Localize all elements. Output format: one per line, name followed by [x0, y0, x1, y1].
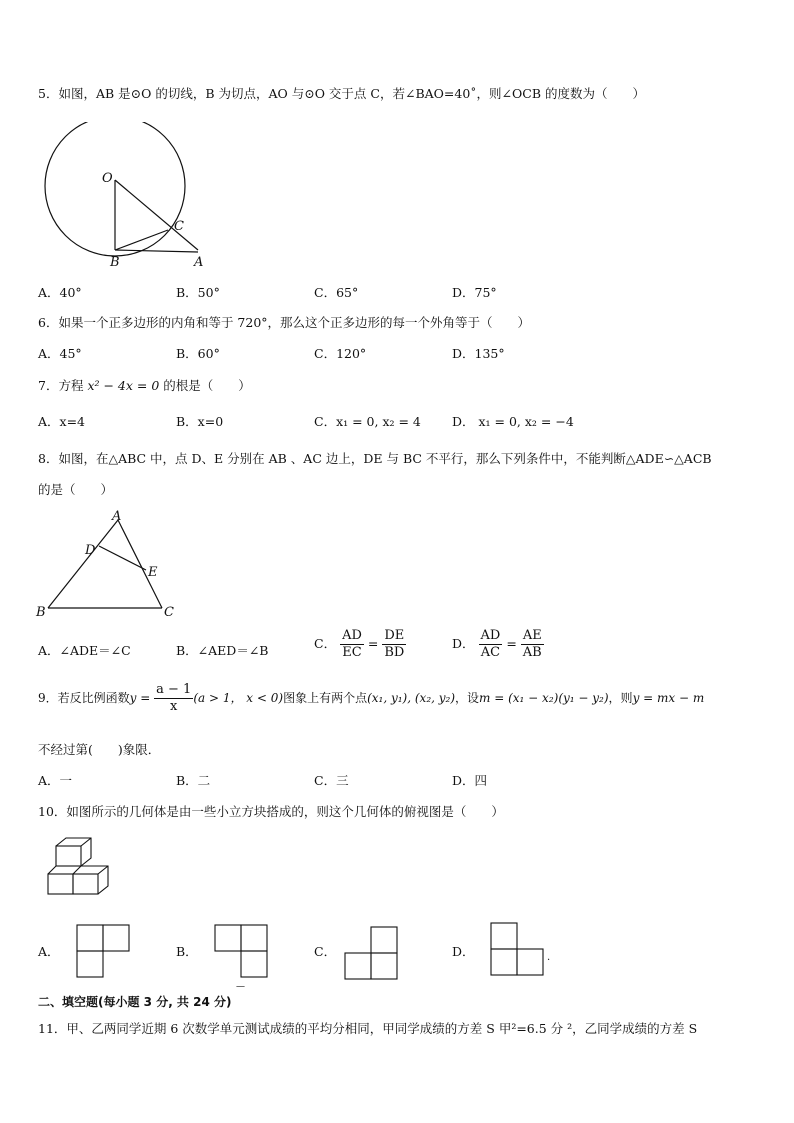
- cell: [215, 925, 241, 951]
- q9-condition: (a > 1， x < 0): [193, 691, 284, 705]
- cell: [241, 925, 267, 951]
- label-d: D: [85, 543, 96, 558]
- q5-option-b[interactable]: B．50°: [176, 285, 220, 300]
- q8-option-b[interactable]: B．∠AED＝∠B: [176, 643, 269, 658]
- label-b: B: [36, 605, 46, 620]
- q9-option-d[interactable]: D．四: [452, 773, 488, 788]
- q9-prefix: 9．若反比例函数: [38, 691, 130, 705]
- q9-mid: 图象上有两个点: [283, 691, 368, 705]
- question-8-stem-line1: 8．如图，在△ABC 中，点 D、E 分别在 AB 、AC 边上，DE 与 BC 不平行，那么下列条件中，不能判断△ADE∽△ACB: [38, 451, 712, 466]
- cell: [77, 951, 103, 977]
- overline-mark: —: [236, 982, 245, 992]
- q9-option-a[interactable]: A．一: [38, 773, 73, 788]
- q6-option-b[interactable]: B．60°: [176, 346, 220, 361]
- q9-option-c[interactable]: C．三: [314, 773, 349, 788]
- q9-mid3: ，则: [608, 691, 633, 705]
- q7-equation: x² − 4x = 0: [87, 378, 160, 393]
- q10-option-b-figure[interactable]: [214, 924, 268, 978]
- cell: [103, 925, 129, 951]
- label-e: E: [148, 565, 158, 580]
- q9-fraction: $\frac{a - 1}{x}$: [156, 682, 192, 714]
- bottom-row-top-edges: [48, 866, 108, 894]
- question-7-stem: [38, 376, 251, 394]
- label-o: O: [102, 171, 113, 186]
- q7-option-c[interactable]: C．x₁ = 0, x₂ = 4: [314, 414, 421, 429]
- q8-option-d[interactable]: [452, 628, 544, 661]
- fraction-ad-ec: $\frac{AD}{EC}$: [342, 628, 362, 660]
- bottom-cube-edge: [73, 866, 81, 874]
- cell: [491, 949, 517, 975]
- circle-tangent-figure: [40, 122, 210, 272]
- q9-mid2: ，设: [455, 691, 480, 705]
- q10-option-b[interactable]: B．: [176, 944, 198, 959]
- label-a: A: [112, 509, 122, 524]
- label-a: A: [194, 255, 204, 270]
- cell: [241, 951, 267, 977]
- q10-option-c-figure[interactable]: [344, 926, 398, 980]
- equals-sign: =: [506, 636, 517, 651]
- q8-option-d-label: D．: [452, 636, 475, 651]
- trailing-mark: .: [547, 952, 551, 963]
- segment-ba: [115, 250, 198, 252]
- question-10-stem: 10．如图所示的几何体是由一些小立方块搭成的，则这个几何体的俯视图是（ ）: [38, 804, 504, 819]
- question-6-stem: 6．如果一个正多边形的内角和等于 720°，那么这个正多边形的每一个外角等于（ ）: [38, 315, 531, 330]
- cell: [371, 953, 397, 979]
- q5-option-d[interactable]: D．75°: [452, 285, 497, 300]
- q10-option-a[interactable]: A．: [38, 944, 60, 959]
- fraction-ae-ab: $\frac{AE}{AB}$: [522, 628, 542, 660]
- q6-option-c[interactable]: C．120°: [314, 346, 367, 361]
- cell: [491, 923, 517, 949]
- q10-option-d-figure[interactable]: [490, 922, 544, 976]
- q7-option-a[interactable]: A．x=4: [38, 414, 86, 429]
- side-ab: [48, 520, 118, 608]
- label-b: B: [110, 255, 120, 270]
- segment-oa: [115, 180, 198, 250]
- equals-sign: =: [367, 636, 379, 651]
- q5-option-a[interactable]: A．40°: [38, 285, 82, 300]
- q7-stem-prefix: 7．方程: [38, 378, 84, 393]
- q9-points: (x₁, y₁), (x₂, y₂): [367, 691, 456, 705]
- question-9-stem-line2: 不经过第( )象限．: [38, 742, 161, 757]
- triangle-abc-figure: [34, 508, 184, 620]
- q9-option-b[interactable]: B．二: [176, 773, 211, 788]
- q6-option-d[interactable]: D．135°: [452, 346, 505, 361]
- fraction-ad-ac: $\frac{AD}{AC}$: [480, 628, 501, 660]
- q6-option-a[interactable]: A．45°: [38, 346, 82, 361]
- q10-option-a-figure[interactable]: [76, 924, 130, 978]
- q8-option-c-label: C．: [314, 636, 337, 651]
- q10-option-c[interactable]: C．: [314, 944, 337, 959]
- label-c: C: [164, 605, 174, 620]
- question-11-stem: 11．甲、乙两同学近期 6 次数学单元测试成绩的平均分相同，甲同学成绩的方差 S 甲²=6.5 分 ²，乙同学成绩的方差 S: [38, 1021, 698, 1036]
- question-5-stem: 5．如图，AB 是⊙O 的切线，B 为切点，AO 与⊙O 交于点 C，若∠BAO=40˚，则∠OCB 的度数为（ ）: [38, 86, 645, 101]
- fraction-de-bd: $\frac{DE}{BD}$: [384, 628, 405, 660]
- q7-option-d[interactable]: D． x₁ = 0, x₂ = −4: [452, 414, 574, 429]
- cell: [517, 949, 543, 975]
- question-9-stem: [38, 682, 704, 715]
- q9-m-expression: m = (x₁ − x₂)(y₁ − y₂): [479, 691, 609, 705]
- q9-func-lhs: y =: [129, 691, 151, 705]
- side-ac: [118, 520, 162, 608]
- q8-option-c[interactable]: [314, 628, 406, 661]
- bottom-cube-edge-right: [98, 866, 108, 874]
- q7-stem-suffix: 的根是（ ）: [163, 378, 251, 393]
- cell: [345, 953, 371, 979]
- q8-option-a[interactable]: A．∠ADE＝∠C: [38, 643, 131, 658]
- segment-de: [99, 546, 146, 570]
- section-2-title: 二、填空题(每小题 3 分, 共 24 分): [38, 995, 232, 1009]
- cube-stack-figure: [46, 836, 110, 898]
- bottom-cube-left: [48, 874, 73, 894]
- label-c: C: [174, 219, 184, 234]
- cell: [371, 927, 397, 953]
- bottom-cube-right: [73, 874, 98, 894]
- top-cube-front: [56, 846, 81, 866]
- question-8-stem-line2: 的是（ ）: [38, 482, 114, 497]
- q10-option-d[interactable]: D．: [452, 944, 475, 959]
- q7-option-b[interactable]: B．x=0: [176, 414, 224, 429]
- top-cube-edge: [81, 838, 91, 846]
- q9-line-expression: y = mx − m: [632, 691, 705, 705]
- cell: [77, 925, 103, 951]
- q5-option-c[interactable]: C．65°: [314, 285, 359, 300]
